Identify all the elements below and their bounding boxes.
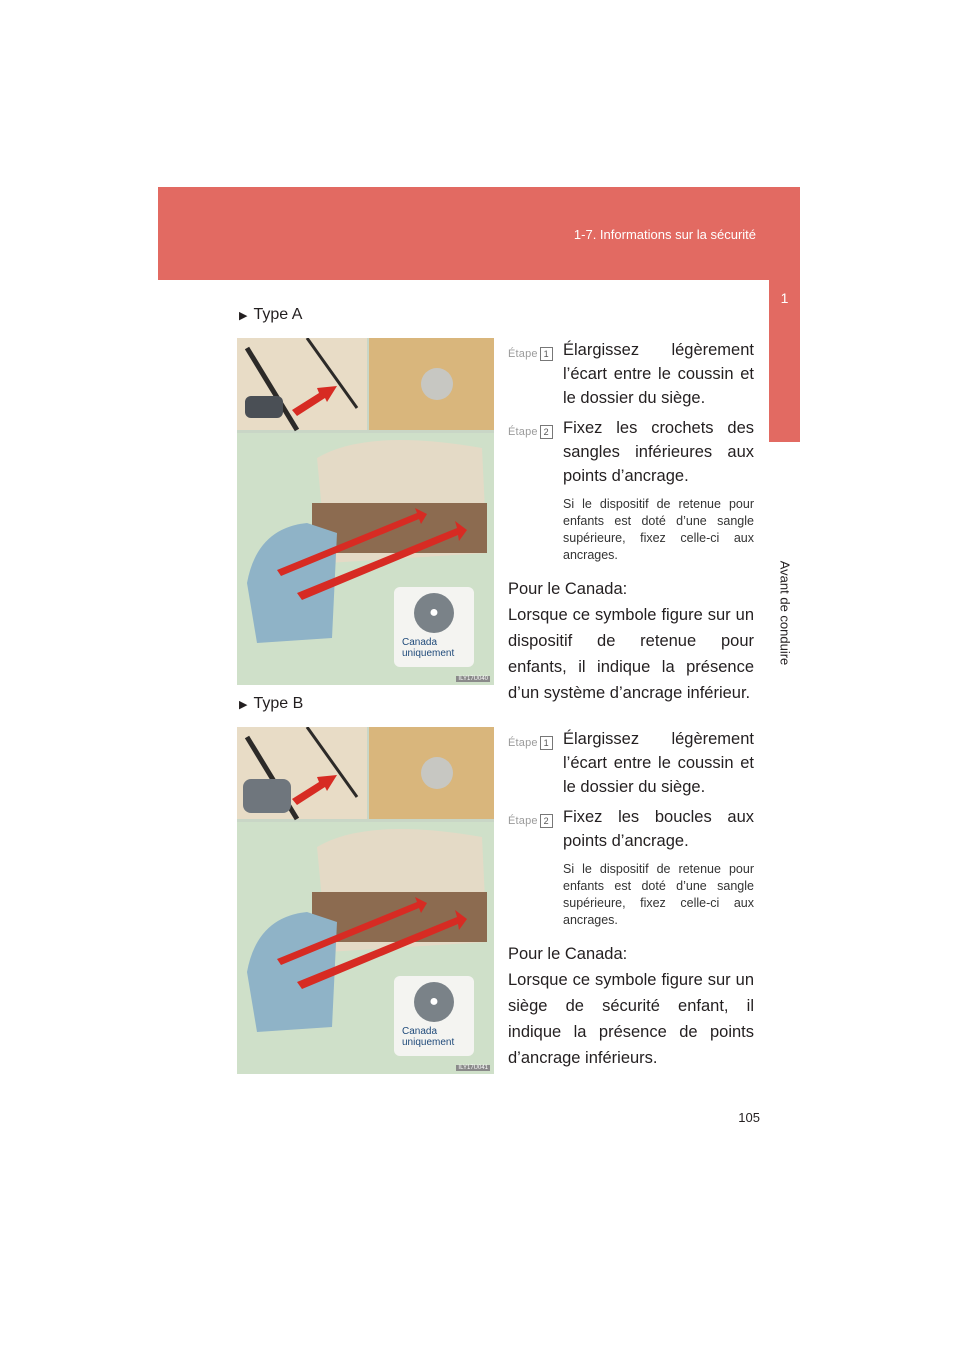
note-text: Si le dispositif de retenue pour enfants est doté d’une sangle supérieure, fixez celle-ci aux ancrages. [563, 862, 754, 927]
section-b-text [508, 727, 754, 1071]
chapter-number: 1 [780, 290, 789, 306]
canada-text: Lorsque ce symbole figure sur un siège de sécurité enfant, il indique la présence de points d’ancrage inférieurs. [508, 971, 754, 1067]
section-a-text [508, 338, 754, 706]
section-a-heading [239, 306, 302, 324]
step-2 [508, 805, 754, 853]
step-text: Fixez les crochets des sangles inférieures aux points d’ancrage. [563, 419, 754, 485]
step-number: 2 [540, 814, 553, 828]
figure-type-b [237, 727, 494, 1074]
step-1 [508, 338, 754, 410]
step-number: 1 [540, 347, 553, 361]
step-label: Étape [508, 348, 538, 360]
triangle-bullet-icon: ▶ [239, 699, 248, 711]
child-seat-anchor-icon: ● [414, 982, 454, 1022]
step-label: Étape [508, 815, 538, 827]
header-band [158, 187, 800, 280]
chapter-side-label [770, 538, 800, 688]
canada-badge-text [402, 637, 454, 659]
canada-heading: Pour le Canada: [508, 945, 628, 963]
canada-badge [394, 587, 474, 667]
step-tag [508, 342, 553, 366]
badge-text-line-1: Canada [402, 1026, 438, 1037]
badge-text-line-1: Canada [402, 637, 438, 648]
canada-heading: Pour le Canada: [508, 580, 628, 598]
section-b-heading [239, 695, 303, 713]
canada-badge [394, 976, 474, 1056]
figure-type-a [237, 338, 494, 685]
note-text: Si le dispositif de retenue pour enfants est doté d’une sangle supérieure, fixez celle-ci aux ancrages. [563, 497, 754, 562]
step-2 [508, 416, 754, 488]
child-seat-anchor-icon: ● [414, 593, 454, 633]
step-number: 1 [540, 736, 553, 750]
badge-text-line-2: uniquement [402, 1037, 455, 1048]
section-title: 1-7. Informations sur la sécurité [573, 227, 756, 242]
step-tag [508, 809, 553, 833]
chapter-title: Avant de conduire [777, 560, 793, 666]
triangle-bullet-icon: ▶ [239, 310, 248, 322]
step-text: Fixez les boucles aux points d’ancrage. [563, 808, 754, 850]
page-number: 105 [738, 1110, 760, 1125]
section-b-title: Type B [253, 695, 304, 712]
badge-text-line-2: uniquement [402, 648, 455, 659]
step-label: Étape [508, 737, 538, 749]
step-tag [508, 731, 553, 755]
step-label: Étape [508, 426, 538, 438]
step-1 [508, 727, 754, 799]
figure-code: ILY17U040 [458, 676, 488, 682]
canada-text: Lorsque ce symbole figure sur un dispositif de retenue pour enfants, il indique la présence d’un système d’ancrage inférieur. [508, 606, 754, 702]
section-a-title: Type A [253, 306, 303, 323]
canada-badge-text [402, 1026, 454, 1048]
figure-code: ILY17U041 [458, 1065, 488, 1071]
step-tag [508, 420, 553, 444]
step-text: Élargissez légèrement l’écart entre le coussin et le dossier du siège. [563, 341, 754, 407]
step-text: Élargissez légèrement l’écart entre le coussin et le dossier du siège. [563, 730, 754, 796]
chapter-tab [769, 280, 800, 442]
step-number: 2 [540, 425, 553, 439]
